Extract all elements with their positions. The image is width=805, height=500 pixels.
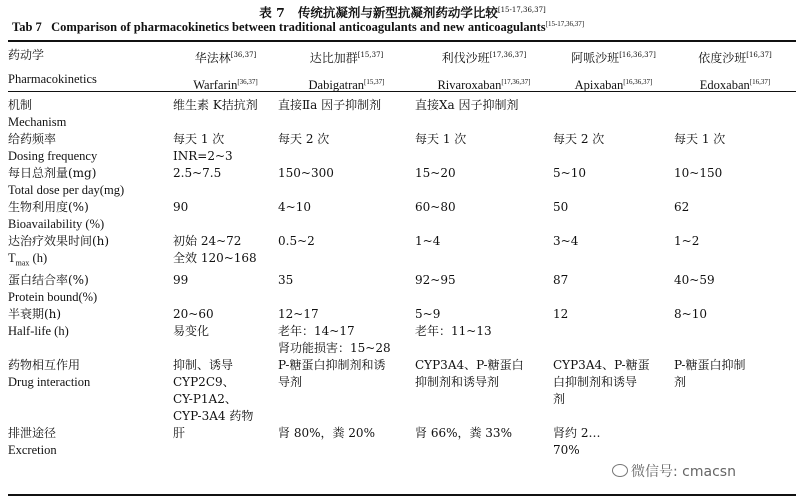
table-cell: 60~80 [415, 200, 456, 214]
table-row [8, 233, 796, 272]
table-cell: 150~300 [278, 166, 334, 180]
table-cell: 每天 1 次 [415, 132, 467, 146]
table-cell: 每天 2 次 [278, 132, 330, 146]
table-caption-cn: 表 7 传统抗凝剂与新型抗凝剂药动学比较[15-17,36,37] [259, 5, 546, 20]
header-row [8, 42, 796, 97]
table-cell [674, 425, 796, 459]
table-cell: 1~4 [415, 234, 441, 248]
table-cell: 92~95 [415, 272, 456, 287]
table-cell: 35 [278, 272, 294, 287]
table-cell: 每天 1 次 [674, 132, 726, 146]
pharmacokinetics-table [8, 42, 796, 459]
table-cell: 20~60 易变化 [173, 306, 214, 338]
table-cell: 维生素 K拮抗剂 [173, 98, 258, 112]
col-header-rivaroxaban: 利伐沙班[17,36,37] Rivaroxaban[17,36,37] [437, 51, 531, 92]
table-cell: 99 [173, 272, 189, 287]
table-cell: 直接Ⅱa 因子抑制剂 [278, 98, 382, 112]
row-label: 药物相互作用 Drug interaction [8, 357, 91, 389]
table-cell: 肾 80%，粪 20% [278, 425, 375, 440]
table-cell: 肝 [173, 425, 186, 440]
row-label: 每日总剂量(mg) Total dose per day(mg) [8, 166, 125, 197]
watermark: 微信号: cmacsn [612, 461, 736, 481]
table-cell: P-糖蛋白抑制剂和诱 导剂 [278, 357, 386, 389]
row-label: 生物利用度(%) Bioavailability (%) [8, 200, 105, 231]
table-row [8, 131, 796, 165]
table-row [8, 97, 796, 131]
table-row [8, 272, 796, 306]
table-row [8, 425, 796, 459]
wechat-icon [612, 464, 628, 477]
table-cell: 1~2 [674, 234, 700, 248]
table-row [8, 165, 796, 199]
table-cell: 4~10 [278, 200, 311, 214]
table-cell: 8~10 [674, 306, 707, 321]
col-header-edoxaban: 依度沙班[16,37] Edoxaban[16,37] [698, 51, 772, 92]
table-cell: CYP3A4、P-糖蛋白 抑制剂和诱导剂 [415, 357, 524, 389]
table-caption-en: Tab 7 Comparison of pharmacokinetics between traditional anticoagulants and new anticoagulants[15-17,36,37] [12, 20, 585, 34]
table-cell: 10~150 [674, 166, 723, 180]
row-label: 机制 Mechanism [8, 98, 67, 129]
row-label: 达治疗效果时间(h) $T_{max}$ (h) [8, 234, 110, 268]
table-cell: 初始 24~72 全效 120~168 [173, 234, 257, 265]
table-cell: 肾约 2… 70% [553, 425, 601, 457]
table-cell: 每天 1 次 INR=2~3 [173, 132, 233, 163]
table-cell: 肾 66%，粪 33% [415, 425, 512, 440]
table-cell: 62 [674, 200, 690, 214]
table-cell: 直接Ⅹa 因子抑制剂 [415, 98, 519, 112]
row-label: 排泄途径 Excretion [8, 425, 57, 457]
table-cell: 3~4 [553, 234, 579, 248]
table-cell [674, 97, 796, 131]
table-cell: P-糖蛋白抑制 剂 [674, 357, 746, 389]
table-cell: 抑制、诱导 CYP2C9、 CY-P1A2、 CYP-3A4 药物 [173, 357, 254, 423]
table-cell: 2.5~7.5 [173, 166, 222, 180]
bottom-rule [8, 494, 796, 496]
table-cell: 5~9 老年：11~13 [415, 306, 492, 338]
col-header-warfarin: 华法林[36,37] Warfarin[36,37] [193, 51, 258, 92]
table-cell: 50 [553, 200, 569, 214]
table-cell: 12 [553, 306, 569, 321]
table-cell: 87 [553, 272, 569, 287]
row-label: 半衰期(h) Half-life (h) [8, 306, 69, 338]
row-label: 给药频率 Dosing frequency [8, 132, 98, 163]
table-cell: 90 [173, 200, 189, 214]
table-row [8, 306, 796, 357]
col-header-dabigatran: 达比加群[15,37] Dabigatran[15,37] [308, 51, 385, 92]
table-cell: 5~10 [553, 166, 586, 180]
table-cell: 0.5~2 [278, 234, 315, 248]
table-cell [553, 97, 674, 131]
table-cell: CYP3A4、P-糖蛋 白抑制剂和诱导 剂 [553, 357, 650, 406]
table-cell: 12~17 老年：14~17 肾功能损害：15~28 [278, 306, 391, 355]
table-row [8, 199, 796, 233]
table-row [8, 357, 796, 425]
table-cell: 40~59 [674, 272, 715, 287]
col-header-pharmacokinetics: 药动学 Pharmacokinetics [8, 48, 97, 86]
row-label: 蛋白结合率(%) Protein bound(%) [8, 272, 98, 304]
col-header-apixaban: 阿哌沙班[16,36,37] Apixaban[16,36,37] [571, 51, 656, 92]
table-cell: 15~20 [415, 166, 456, 180]
table-cell: 每天 2 次 [553, 132, 605, 146]
